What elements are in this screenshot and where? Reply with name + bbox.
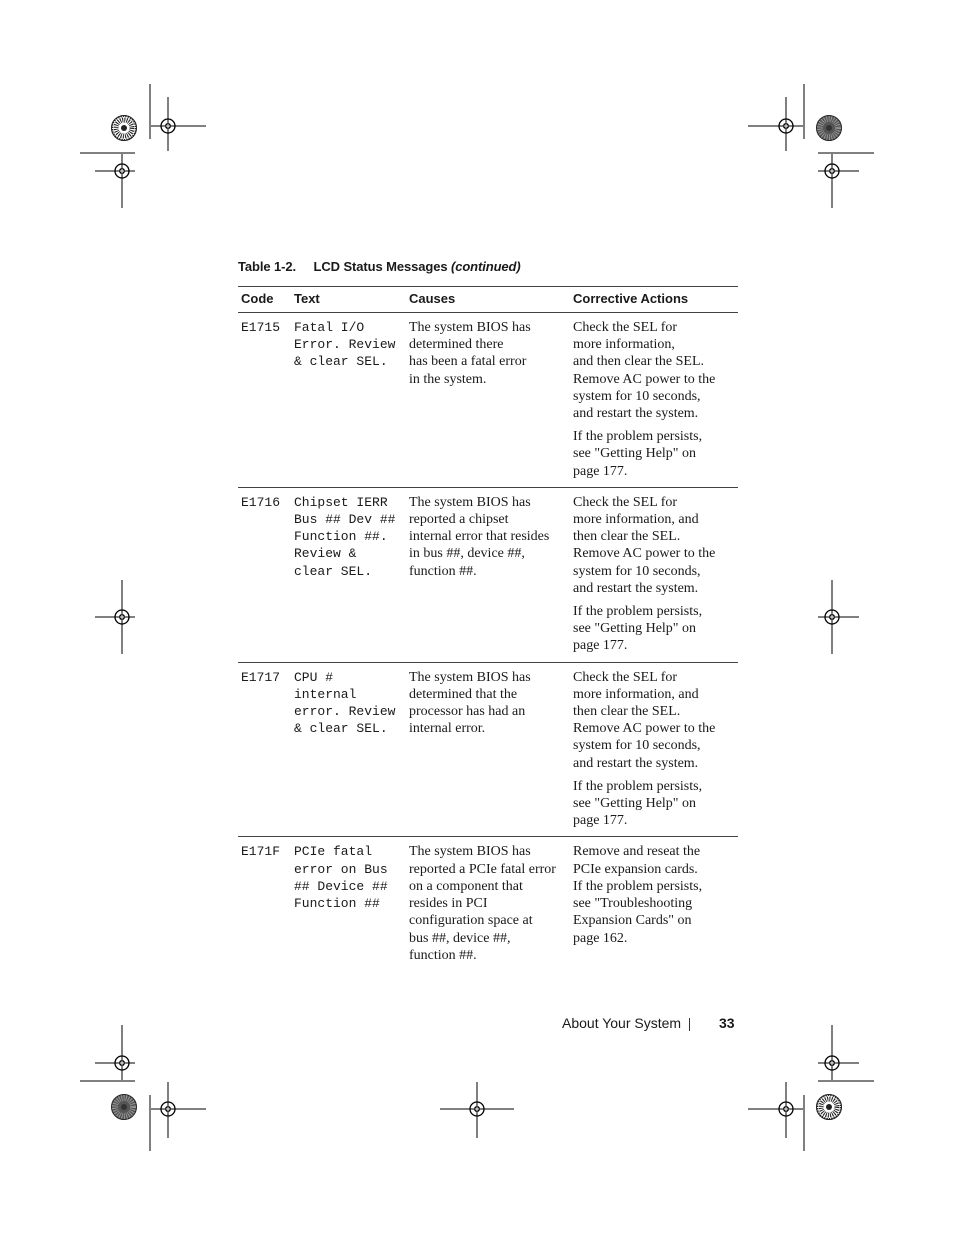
row-text: PCIe fatal error on Bus ## Device ## Function ##	[294, 844, 388, 912]
row-causes: The system BIOS has determined there has been a fatal error in the system.	[409, 320, 531, 387]
row-code: E171F	[241, 844, 281, 860]
crop-mark-middle-left	[95, 580, 135, 654]
page-number: 33	[719, 1015, 735, 1031]
row-causes: The system BIOS has reported a PCIe fatal error on a component that resides in PCI configuration space at bus ##, device ##, function ##.	[409, 844, 556, 963]
row-text: Fatal I/O Error. Review & clear SEL.	[294, 320, 396, 370]
table-header-row	[238, 287, 738, 313]
row-action: Check the SEL for more information, and then clear the SEL. Remove AC power to the system for 10 seconds, and restart the system.	[573, 494, 716, 596]
lcd-status-table	[238, 286, 738, 971]
row-causes: The system BIOS has reported a chipset internal error that resides in bus ##, device ##, function ##.	[409, 494, 550, 579]
table-caption	[238, 259, 521, 274]
row-causes: The system BIOS has determined that the processor has had an internal error.	[409, 669, 531, 737]
crop-mark-bottom-left	[80, 1025, 206, 1151]
table-row	[238, 313, 738, 488]
row-text: CPU # internal error. Review & clear SEL.	[294, 669, 396, 737]
header-causes: Causes	[406, 287, 570, 313]
row-action-followup: If the problem persists, see "Getting Help" on page 177.	[573, 604, 703, 654]
table-continued-note: (continued)	[450, 259, 521, 274]
table-row	[238, 487, 738, 662]
table-row	[238, 837, 738, 971]
row-action: Check the SEL for more information, and then clear the SEL. Remove AC power to the system for 10 seconds, and restart the system.	[573, 669, 716, 771]
table-row	[238, 662, 738, 837]
header-corrective-actions: Corrective Actions	[570, 287, 738, 313]
crop-mark-bottom-right	[748, 1025, 874, 1151]
crop-mark-top-left	[80, 84, 206, 208]
table-title: LCD Status Messages	[313, 259, 448, 274]
crop-mark-bottom-center	[440, 1082, 514, 1138]
row-code: E1716	[241, 494, 281, 510]
footer-divider	[689, 1018, 690, 1031]
header-code: Code	[238, 287, 291, 313]
row-action: Remove and reseat the PCIe expansion cards. If the problem persists, see "Troubleshooting Expansion Cards" on page 162.	[573, 844, 703, 946]
crop-mark-middle-right	[818, 580, 859, 654]
row-action-followup: If the problem persists, see "Getting Help" on page 177.	[573, 429, 703, 479]
row-action: Check the SEL for more information, and then clear the SEL. Remove AC power to the system for 10 seconds, and restart the system.	[573, 320, 716, 422]
row-code: E1715	[241, 320, 281, 335]
row-text: Chipset IERR Bus ## Dev ## Function ##. Review & clear SEL.	[294, 494, 396, 579]
footer-section-title: About Your System	[562, 1015, 682, 1031]
crop-mark-top-right	[748, 84, 874, 208]
row-action-followup: If the problem persists, see "Getting Help" on page 177.	[573, 778, 703, 829]
table-number: Table 1-2.	[238, 259, 297, 274]
header-text: Text	[291, 287, 406, 313]
row-code: E1717	[241, 669, 281, 685]
